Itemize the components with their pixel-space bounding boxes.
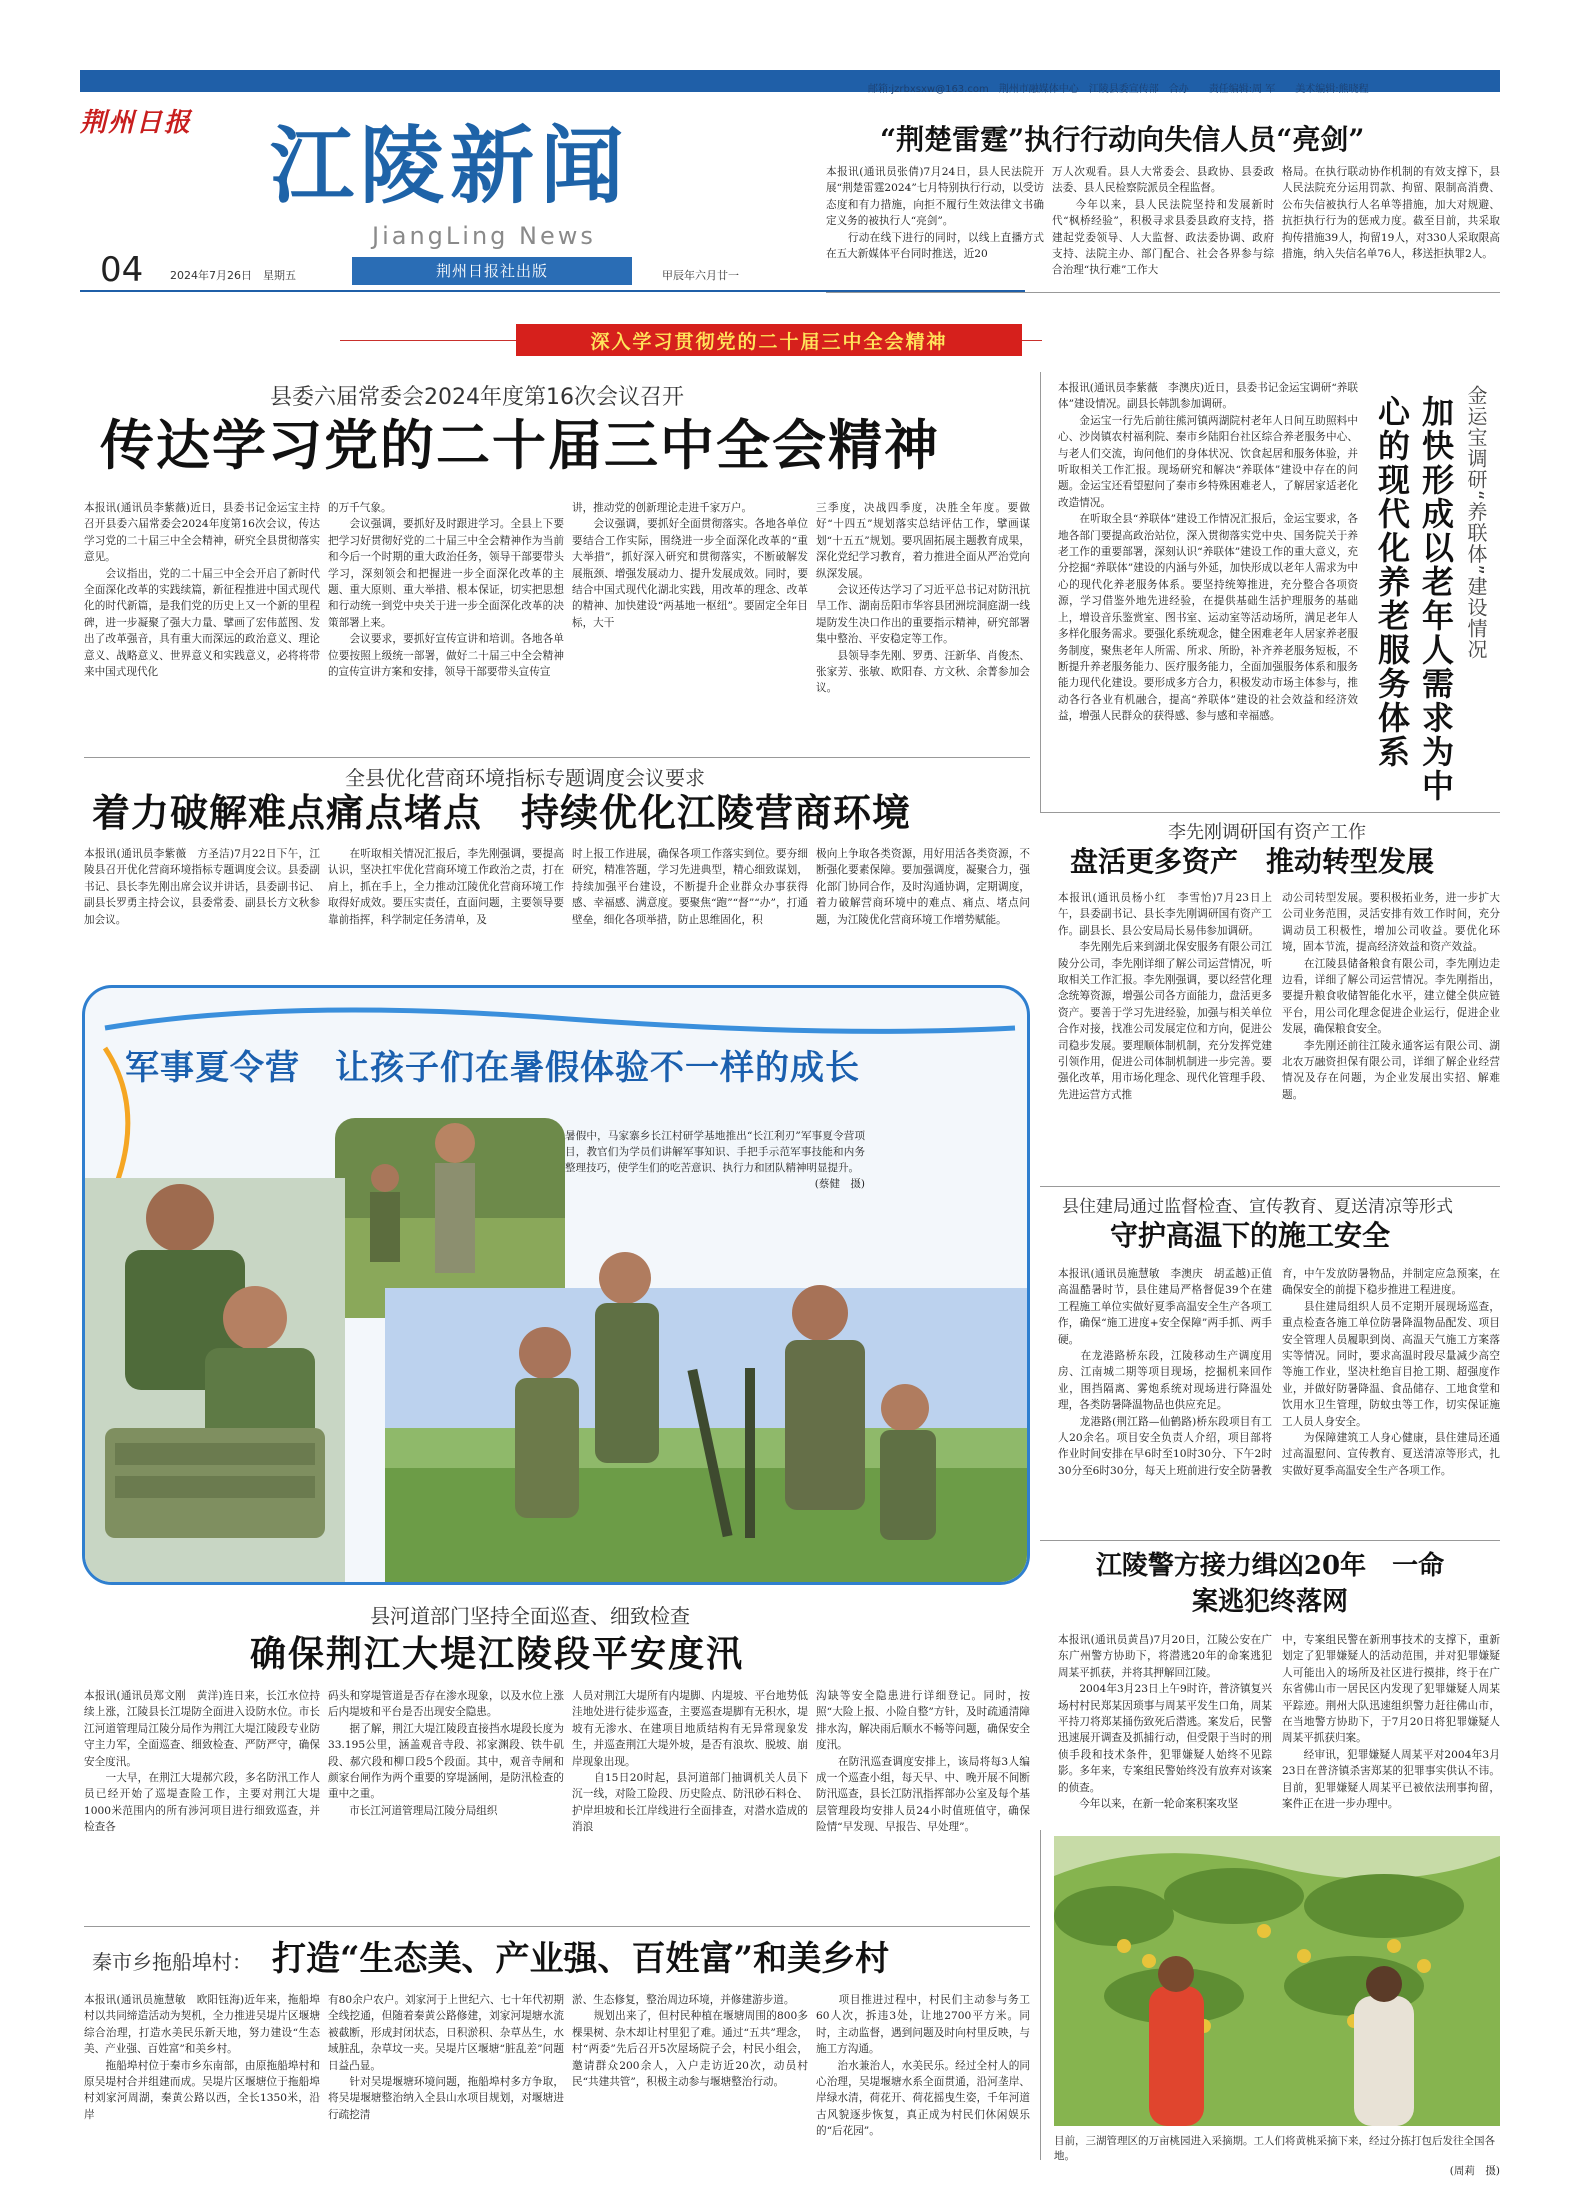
banner-line-right — [1022, 340, 1042, 341]
camp-feature-frame — [82, 985, 1030, 1585]
heat-col-2: 育，中午发放防暑物品，并制定应急预案，在确保安全的前提下稳步推进工程进度。 县住建局组织人员不定期开展现场巡查，重点检查各施工单位防暑降温物品配发、项目安全管理人员履职到岗、高温天气施工方案落实等情况。同时，要求高温时段尽量减少高空等施工作业，坚决杜绝盲目抢工期、超强度作业，并做好防暑降温、食品储存、工地食堂和饮用水卫生管理，防蚊虫等工作，切实保证施工人员人身安全。 为保障建筑工人身心健康，县住建局还通过高温慰问、宣传教育、夏送清凉等形式，扎实做好夏季高温安全生产各项工作。 — [1282, 1268, 1500, 1477]
publisher-tag: 荆州日报社出版 — [352, 257, 632, 285]
police-col-2: 中，专案组民警在新刑事技术的支撑下，重新划定了犯罪嫌疑人的活动范围，并对犯罪嫌疑人可能出入的场所及社区进行摸排，终于在广东省佛山市一居民区内发现了犯罪嫌疑人周某平踪迹。荆州大队迅速组织警力赶往佛山市，在当地警方协助下，于7月20日将犯罪嫌疑人周某平抓获归案。 经审讯，犯罪嫌疑人周某平对2004年3月23日在普济镇杀害郑某的犯罪事实供认不讳。目前，犯罪嫌疑人周某平已被依法刑事拘留，案件正在进一步办理中。 — [1282, 1634, 1500, 1811]
camp-caption: 暑假中，马家寨乡长江村研学基地推出“长江利刃”军事夏令营项目，教官们为学员们讲解军事知识、手把手示范军事技能和内务整理技巧，使学生们的吃苦意识、执行力和团队精神明显提升。 — [565, 1130, 865, 1174]
peach-photo — [1054, 1836, 1500, 2126]
peach-orchard-illustration — [1054, 1836, 1500, 2126]
heat-col-1: 本报讯(通讯员施慧敏 李澳庆 胡孟越)正值高温酷暑时节，县住建局严格督促39个在建工程施工单位实做好夏季高温安全生产各项工作，确保“施工进度+安全保障”两手抓、两手硬。 在龙港路桥东段，江陵移动生产调度用房、江南城二期等项目现场，挖掘机来回作业，围挡隔离、雾炮系统对现场进行降温处理，各类防暑降温物品也供应充足。 龙港路(荆江路—仙鹤路)桥东段项目有工人20余名。项目安全负责人介绍，项目部将作业时间安排在早6时至10时30分、下午2时30分至6时30分，每天上班前进行安全防暑教 — [1058, 1268, 1272, 1477]
banner — [516, 324, 1022, 356]
meeting-col-4: 三季度，决战四季度，决胜全年度。要做好“十四五”规划落实总结评估工作，擘画谋划“十五五”规划。要巩固拓展主题教育成果，深化党纪学习教育，着力推进全面从严治党向纵深发展。 会议还传达学习了习近平总书记对防汛抗旱工作、湖南岳阳市华容县团洲垸洞庭湖一线堤防发生决口作出的重要指示精神，研究部署集中整治、平安稳定等工作。 县领导李先刚、罗勇、汪新华、肖俊杰、张家芳、张敏、欧阳春、方文秋、余菁参加会议。 — [816, 502, 1030, 695]
banner-line-left — [340, 340, 516, 341]
village-col-1: 本报讯(通讯员施慧敏 欧阳钰海)近年来，拖船埠村以共同缔造活动为契机，全力推进吴堤片区堰塘综合治理，打造水美民乐新天地，努力建设“生态美、产业强、百姓富”和美乡村。 拖船埠村位于秦市乡东南部，由原拖船埠村和原吴堤村合并组建而成。吴堤片区堰塘位于拖船埠村刘家河周湖，秦黄公路以西，全长1350米，沿岸 — [84, 1994, 320, 2121]
village-col-3: 淤、生态修复，整治周边环境，并修建游步道。 规划出来了，但村民种植在堰塘周围的800多棵果树、杂木却让村里犯了难。通过“五共”理念，村“两委”先后召开5次屋场院子会，村民小组会，邀请群众200余人，入户走访近20次，动员村民“共建共管”，积极主动参与堰塘整治行动。 — [572, 1994, 808, 2089]
thunder-col-2: 万人次观看。县人大常委会、县政协、县委政法委、县人民检察院派员全程监督。 今年以来，县人民法院坚持和发展新时代“枫桥经验”，积极寻求县委县政府支持，搭建起党委领导、人大监督、政法委协调、政府支持、法院主办、部门配合、社会各界参与综合治理“执行难”工作大 — [1052, 166, 1274, 277]
assets-col-1: 本报讯(通讯员杨小红 李雪怡)7月23日上午，县委副书记、县长李先刚调研国有资产工作。副县长、县公安局局长易伟参加调研。 李先刚先后来到湖北保安服务有限公司江陵分公司，李先刚详细了解公司运营情况，听取相关工作汇报。李先刚强调，要以经营化理念统筹资源，增强公司各方面能力，盘活更多资产。要善于学习先进经验，加强与相关单位合作对接，找准公司发展定位和方向，促进公司稳步发展。要理顺体制机制，充分发挥党建引领作用，促进公司体制机制进一步完善。要强化改革，用市场化理念、现代化管理手段、先进运营方式推 — [1058, 892, 1272, 1101]
village-title: 打造“生态美、产业强、百姓富”和美乡村 — [272, 1939, 890, 1979]
meeting-kicker: 县委六届常委会2024年度第16次会议召开 — [270, 385, 684, 410]
contact-line: 邮箱:jzrbxsxw@163.com 荆州市融媒体中心 江陵县委宣传部 合办 责任编辑:周 军 美术编辑:熊晓程 — [868, 84, 1369, 95]
peach-caption: 目前，三湖管理区的万亩桃园进入采摘期。工人们将黄桃采摘下来，经过分拣打包后发往全国各地。 — [1054, 2135, 1495, 2162]
levee-col-3: 人员对荆江大堤所有内堤脚、内堤坡、平台地势低洼地处进行徒步巡查，主要巡查堤脚有无积水，堤坡有无渗水、在建项目地质结构有无异常现象发生，并巡查荆江大堤外坡，是否有浪坎、脱坡、崩岸现象出现。 自15日20时起，县河道部门抽调机关人员下沉一线，对险工险段、历史险点、防汛砂石料仓、护岸坦坡和长江岸线进行全面排查，对潜水造成的消浪 — [572, 1690, 808, 1834]
levee-col-4: 沟缺等安全隐患进行详细登记。同时，按照“大险上报、小险自整”方针，及时疏通清障排水沟，解决雨后顺水不畅等问题，确保安全度汛。 在防汛巡查调度安排上，该局将每3人编成一个巡查小组，每天早、中、晚开展不间断防汛巡查，县长江防汛指挥部办公室及每个基层管理段均安排人员24小时值班值守，确保险情“早发现、早报告、早处理”。 — [816, 1690, 1030, 1834]
meeting-col-1: 本报讯(通讯员李紫薇)近日，县委书记金运宝主持召开县委六届常委会2024年度第16次会议，传达学习党的二十届三中全会精神，研究全县贯彻落实意见。 会议指出，党的二十届三中全会开启了新时代全面深化改革的实践续篇，新征程推进中国式现代化的时代新篇，是我们党的历史上又一个新的里程碑，进一步凝聚了强大力量、擘画了宏伟蓝图、发出了改革强音，具有重大而深远的政治意义、理论意义、战略意义、世界意义和实践意义，必将将带来中国式现代化 — [84, 502, 320, 679]
elderly-text: 本报讯(通讯员李紫薇 李澳庆)近日，县委书记金运宝调研“养联体”建设情况。副县长韩凯参加调研。 金运宝一行先后前往熊河镇两湖院村老年人日间互助照料中心、沙岗镇农村福利院、秦市乡陆阳台社区综合养老服务中心、与老人们交流，询问他们的身体状况、饮食起居和服务体验，并听取相关工作汇报。现场研究和解决“养联体”建设中存在的问题。金运宝还看望慰问了秦市乡特殊困难老人，了解居家适老化改造情况。 在听取全县“养联体”建设工作情况汇报后，金运宝要求，各地各部门要提高政治站位，深入贯彻落实党中央、国务院关于养老工作的重要部署，深刻认识“养联体”建设工作的重大意义，充分挖掘“养联体”建设的内涵与外延，加快形成以老年人需求为中心的现代化养老服务体系。要坚持统筹推进，充分整合各项资源，学习借鉴外地先进经验，在提供基础生活护理服务的基础上，增设音乐鉴赏室、图书室、运动室等活动场所，满足老年人多样化服务需求。要强化系统观念，健全困难老年人居家养老服务制度，聚焦老年人所需、所求、所盼，补齐养老服务短板，不断提升养老服务能力、医疗服务能力，全面加强服务体系和服务能力现代化建设。要形成多方合力，积极发动市场主体参与，推动各行各业有机融合，提高“养联体”建设的社会效益和经济效益，增强人民群众的获得感、参与感和幸福感。 — [1058, 382, 1358, 723]
levee-col-2: 码头和穿堤管道是否存在渗水现象，以及水位上涨后内堤坡和平台是否出现安全隐患。 据了解，荆江大堤江陵段直接挡水堤段长度为33.195公里，涵盖观音寺段、祁家渊段、铁牛矶段、郝穴段和柳口段5个段面。其中，观音寺闸和颜家台闸作为两个重要的穿堤涵闸，是防汛检查的重中之重。 市长江河道管理局江陵分局组织 — [328, 1690, 564, 1817]
village-col-4: 项目推进过程中，村民们主动参与务工60人次，拆违3处，让地2700平方米。同时，主动监督，遇到问题及时向村里反映，与施工方沟通。 治水兼治人，水美民乐。经过全村人的同心治理，吴堤堰塘水系全面贯通，沿河垄岸、岸绿水清，荷花开、荷花摇曳生姿，千年河道古风貌逐步恢复，真正成为村民们休闲娱乐的“后花园”。 — [816, 1994, 1030, 2138]
business-col-2: 在听取相关情况汇报后，李先刚强调，要提高认识，坚决扛牢优化营商环境工作政治之责，打在肩上，抓在手上，全力推动江陵优化营商环境工作取得好成效。要压实责任，直面问题，主要领导要靠前指挥，科学制定任务清单，及 — [328, 848, 564, 926]
camp-title: 军事夏令营 让孩子们在暑假体验不一样的成长 — [125, 1048, 860, 1088]
thunder-col-3: 格局。在执行联动协作机制的有效支撑下，县人民法院充分运用罚款、拘留、限制高消费、公布失信被执行人名单等措施，加大对规避、抗拒执行行为的惩戒力度。截至目前，共采取拘传措施39人，拘留19人，对330人采取限高措施，纳入失信名单76人，移送拒执罪2人。 — [1282, 166, 1500, 261]
heat-kicker: 县住建局通过监督检查、宣传教育、夏送清凉等形式 — [1062, 1197, 1453, 1217]
meeting-title: 传达学习党的二十届三中全会精神 — [100, 413, 940, 477]
business-col-3: 时上报工作进展，确保各项工作落实到位。要夯细研究，精准答题，学习先进典型，精心细致谋划，持续加强平台建设，不断提升企业群众办事获得感、幸福感、满意度。要聚焦“跑”“督”“办”，打通壁垒，细化各项举措，防止思维固化，积 — [572, 848, 808, 926]
assets-title: 盘活更多资产 推动转型发展 — [1070, 845, 1435, 878]
paper-logo: 荆州日报 — [80, 108, 193, 138]
police-title: 江陵警方接力缉凶20年 一命案逃犯终落网 — [1095, 1551, 1445, 1617]
section-title: 江陵新闻 — [270, 116, 631, 215]
assets-kicker: 李先刚调研国有资产工作 — [1168, 822, 1366, 843]
thunder-col-1: 本报讯(通讯员张倩)7月24日，县人民法院开展“荆楚雷霆2024”七月特别执行行动，以受访态度和有力措施，向拒不履行生效法律文书确定义务的被执行人“亮剑”。 行动在线下进行的同时，以线上直播方式在五大新媒体平台同时推送，近20 — [826, 166, 1044, 261]
lunar-date: 甲辰年六月廿一 — [662, 269, 739, 282]
page-number: 04 — [100, 250, 144, 290]
assets-col-2: 动公司转型发展。要积极拓业务，进一步扩大公司业务范围，灵活安排有效工作时间，充分调动员工积极性，增加公司收益。要优化环境，固本节流，提高经济效益和资产效益。 在江陵县储备粮食有限公司，李先刚边走边看，详细了解公司运营情况。李先刚指出，要提升粮食收储智能化水平，建立健全供应链平台，用公司化理念促进企业运行，促进企业发展，确保粮食安全。 李先刚还前往江陵永通客运有限公司、湖北农万融资担保有限公司，详细了解企业经营情况及存在问题，为企业发展出实招、解难题。 — [1282, 892, 1500, 1101]
levee-kicker: 县河道部门坚持全面巡查、细致检查 — [370, 1604, 690, 1628]
levee-title: 确保荆江大堤江陵段平安度汛 — [250, 1633, 745, 1675]
peach-credit: (周莉 摄) — [1449, 2165, 1500, 2177]
police-col-1: 本报讯(通讯员黄昌)7月20日，江陵公安在广东广州警方协助下，将潜逃20年的命案逃犯周某平抓获，并将其押解回江陵。 2004年3月23日上午9时许，普济镇复兴场村村民郑某因琐事与周某平发生口角，周某平持刀将郑某捅伤致死后潜逃。案发后，民警迅速展开调查及抓捕行动，但受限于当时的刑侦手段和技术条件，犯罪嫌疑人始终不见踪影。多年来，专案组民警始终没有放弃对该案的侦查。 今年以来，在新一轮命案积案攻坚 — [1058, 1634, 1272, 1811]
business-col-1: 本报讯(通讯员李紫薇 方圣洁)7月22日下午，江陵县召开优化营商环境指标专题调度会议。县委副书记、县长李先刚出席会议并讲话，县委副书记、副县长罗勇主持会议，县委常委、副县长方文秋参加会议。 — [84, 848, 320, 926]
heat-title: 守护高温下的施工安全 — [1110, 1219, 1391, 1252]
elderly-title: 加快形成以老年人需求为中心的现代化养老服务体系 — [1373, 395, 1455, 803]
banner-text: 深入学习贯彻党的二十届三中全会精神 — [590, 330, 948, 353]
village-kicker: 秦市乡拖船埠村： — [92, 1950, 252, 1974]
issue-date: 2024年7月26日 星期五 — [170, 269, 296, 282]
levee-col-1: 本报讯(通讯员郑文刚 黄洋)连日来，长江水位持续上涨，江陵县长江堤防全面进入设防水位。市长江河道管理局江陵分局作为荆江大堤江陵段专业防守主力军，全面巡查、细致检查、严防严守，确保安全度汛。 一大早，在荆江大堤郝穴段，多名防汛工作人员已经开始了巡堤查险工作，主要对荆江大堤1000米范围内的所有涉河项目进行细致巡查，并检查各 — [84, 1690, 320, 1834]
section-pinyin: JiangLing News — [372, 222, 596, 250]
business-kicker: 全县优化营商环境指标专题调度会议要求 — [345, 766, 705, 790]
thunder-title: “荆楚雷霆”执行行动向失信人员“亮剑” — [880, 123, 1365, 156]
business-col-4: 极向上争取各类资源，用好用活各类资源，不断强化要素保障。要加强调度，凝聚合力，强化部门协同合作，及时沟通协调，定期调度，着力破解营商环境中的难点、痛点、堵点问题，为江陵优化营商环境工作增势赋能。 — [816, 848, 1030, 926]
meeting-col-3: 讲，推动党的创新理论走进千家万户。 会议强调，要抓好全面贯彻落实。各地各单位要结合工作实际，围绕进一步全面深化改革的“重大举措”，抓好深入研究和贯彻落实，不断破解发展瓶颈、增强发展动力、提升发展成效。同时，要结合中国式现代化湖北实践，用改革的理念、改革的精神、加快建设“两基地一枢纽”。要固定全年目标，大干 — [572, 502, 808, 629]
camp-credit: (蔡健 摄) — [814, 1178, 865, 1190]
camp-caption-box — [565, 1128, 865, 1248]
village-col-2: 有80余户农户。刘家河于上世纪六、七十年代初期全线挖通，但随着秦黄公路修建，刘家河堤塘水流被截断，形成封闭状态，日积淤积、杂草丛生，水域脏乱，杂草坟一夹。吴堤片区堰塘“脏乱差”问题日益凸显。 针对吴堤堰塘环境问题，拖船埠村多方争取，将吴堤堰塘整治纳入全县山水项目规划，对堰塘进行疏挖清 — [328, 1994, 564, 2121]
meeting-col-2: 的万千气象。 会议强调，要抓好及时跟进学习。全县上下要把学习好贯彻好党的二十届三中全会精神作为当前和今后一个时期的重大政治任务，领导干部要带头学习，深刻领会和把握进一步全面深化改革的主题、重大原则、重大举措、根本保证，切实把思想和行动统一到党中央关于进一步全面深化改革的决策部署上来。 会议要求，要抓好宣传宣讲和培训。各地各单位要按照上级统一部署，做好二十届三中全会精神的宣传宣讲方案和安排，领导干部要带头宣传宣 — [328, 502, 564, 679]
business-title: 着力破解难点痛点堵点 持续优化江陵营商环境 — [92, 790, 912, 835]
elderly-vertical-kicker: 金运宝调研“养联体”建设情况 — [1464, 385, 1488, 660]
